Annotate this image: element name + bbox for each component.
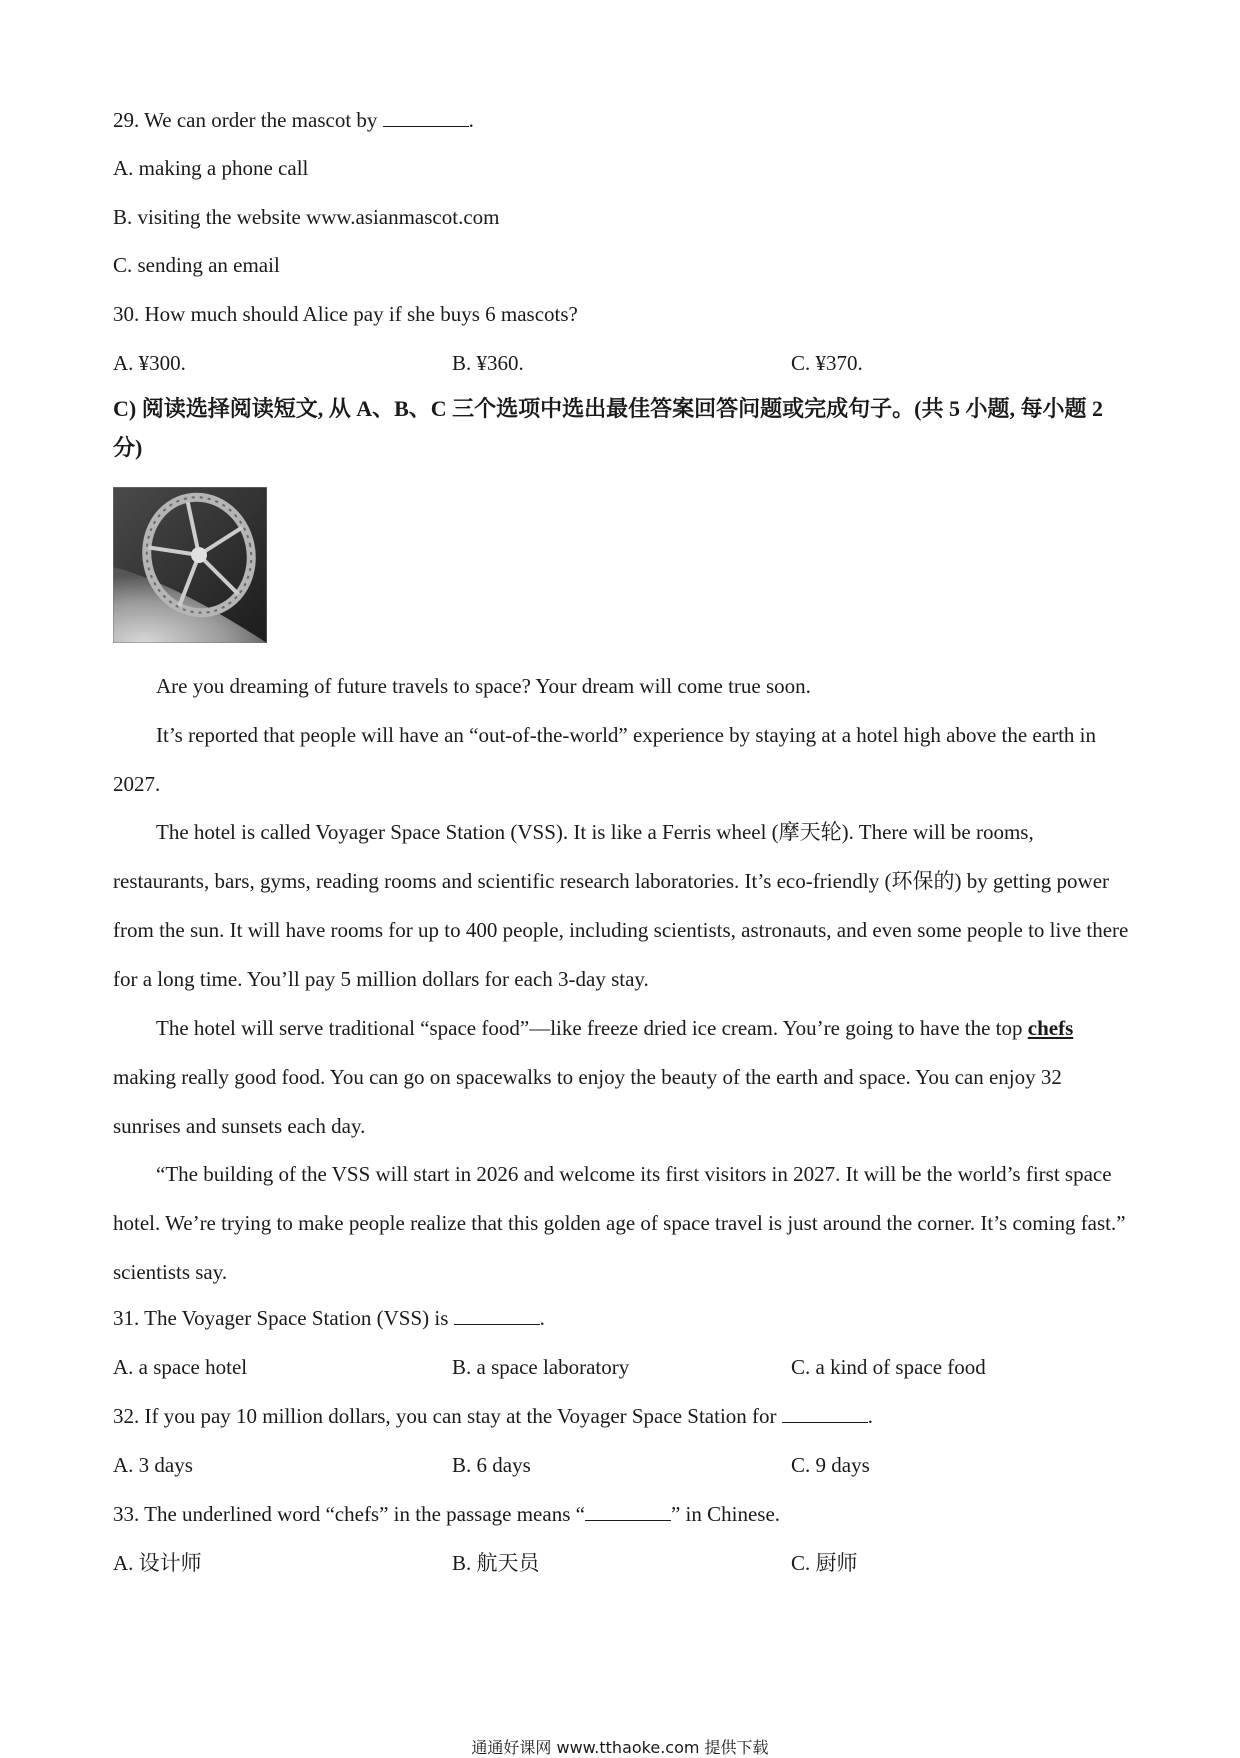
q30-option-b: B. ¥360. bbox=[452, 351, 524, 375]
q33-option-a: A. 设计师 bbox=[113, 1551, 202, 1575]
space-station-wheel-photo bbox=[113, 487, 267, 643]
answer-blank bbox=[454, 1306, 540, 1325]
q32-stem: 32. If you pay 10 million dollars, you can stay at the Voyager Space Station for . bbox=[113, 1404, 874, 1428]
q29-option-a: A. making a phone call bbox=[113, 156, 309, 180]
passage-paragraph-5: “The building of the VSS will start in 2026 and welcome its first visitors in 2027. It will be the world’s first space hotel. We’re trying to make people realize that this golden age of space travel is just around the corner. It’s coming fast.” scientists say. bbox=[113, 1162, 1126, 1284]
q33-option-c: C. 厨师 bbox=[791, 1551, 858, 1575]
q29-stem: 29. We can order the mascot by . bbox=[113, 108, 474, 132]
q33-option-b: B. 航天员 bbox=[452, 1551, 540, 1575]
answer-blank bbox=[383, 108, 469, 127]
q32-option-b: B. 6 days bbox=[452, 1453, 531, 1477]
q32-option-a: A. 3 days bbox=[113, 1453, 193, 1477]
q30-stem: 30. How much should Alice pay if she buys 6 mascots? bbox=[113, 302, 578, 326]
q31-stem: 31. The Voyager Space Station (VSS) is . bbox=[113, 1306, 545, 1330]
page-footer: 通通好课网 www.tthaoke.com 提供下载 bbox=[471, 1738, 769, 1757]
q29-option-b: B. visiting the website www.asianmascot.com bbox=[113, 205, 500, 229]
passage-paragraph-1: Are you dreaming of future travels to space? Your dream will come true soon. bbox=[156, 674, 811, 698]
q32-option-c: C. 9 days bbox=[791, 1453, 870, 1477]
q31-option-b: B. a space laboratory bbox=[452, 1355, 630, 1379]
section-c-heading: C) 阅读选择阅读短文, 从 A、B、C 三个选项中选出最佳答案回答问题或完成句子。(共 5 小题, 每小题 2 分) bbox=[113, 396, 1103, 460]
q31-option-c: C. a kind of space food bbox=[791, 1355, 986, 1379]
q29-option-c: C. sending an email bbox=[113, 253, 280, 277]
passage-paragraph-2: It’s reported that people will have an “out-of-the-world” experience by staying at a hotel high above the earth in 2027. bbox=[113, 723, 1096, 796]
answer-blank bbox=[585, 1502, 671, 1521]
q31-option-a: A. a space hotel bbox=[113, 1355, 248, 1379]
q30-option-c: C. ¥370. bbox=[791, 351, 863, 375]
q33-stem: 33. The underlined word “chefs” in the passage means “ ” in Chinese. bbox=[113, 1502, 781, 1526]
q30-option-a: A. ¥300. bbox=[113, 351, 186, 375]
underlined-word-chefs: chefs bbox=[1027, 1016, 1074, 1040]
passage-paragraph-4: The hotel will serve traditional “space food”—like freeze dried ice cream. You’re going to have the top chefs making really good food. You can go on spacewalks to enjoy the beauty of the earth and space. You can enjoy 32 sunrises and sunsets each day. bbox=[113, 1016, 1074, 1138]
answer-blank bbox=[782, 1404, 868, 1423]
passage-paragraph-3: The hotel is called Voyager Space Station (VSS). It is like a Ferris wheel (摩天轮). There will be rooms, restaurants, bars, gyms, reading rooms and scientific research laboratories. It’s eco-friendly (环保的) by getting power from the sun. It will have rooms for up to 400 people, including scientists, astronauts, and even some people to live there for a long time. You’ll pay 5 million dollars for each 3-day stay. bbox=[113, 820, 1129, 991]
